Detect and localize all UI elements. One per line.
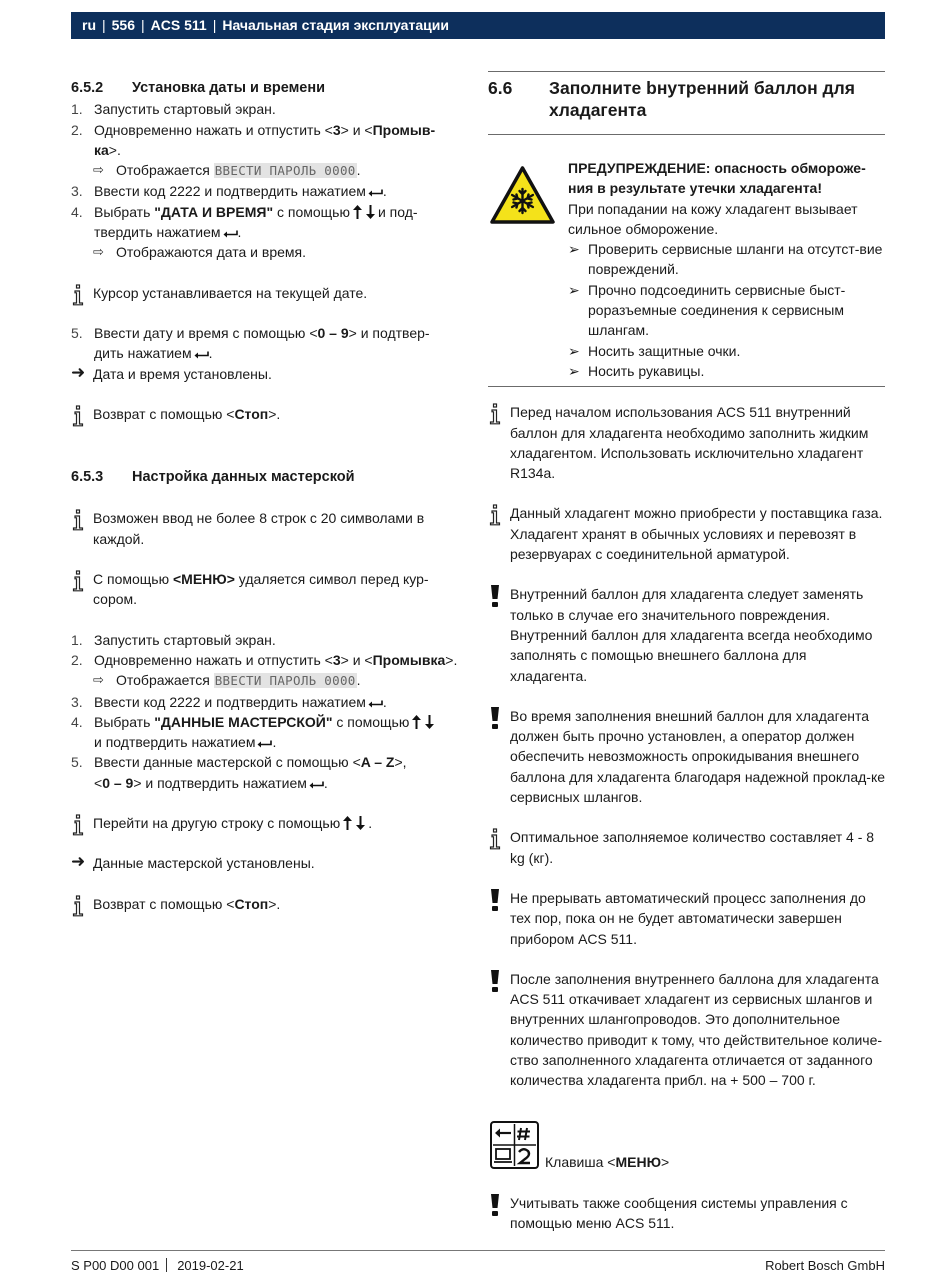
- exclamation-icon: [489, 888, 501, 912]
- info-note: Перед началом использования ACS 511 внутренний баллон для хладагента необходимо заполнить жидким хладагентом. Использовать исключительно хладагент R134a.: [488, 402, 885, 483]
- step-2: 2. Одновременно нажать и отпустить <3> и <Промыв- ка>.: [71, 121, 436, 158]
- info-icon: [71, 895, 86, 917]
- info-icon: [71, 509, 86, 531]
- caution-note: После заполнения внутреннего баллона для хладагента ACS 511 откачивает хладагент из сервисных шлангов и внутренних шлангопроводов. Это дополнительное количество приводит к тому, что действительное количе-ство заполненного хладагента отличается от заданного количества хладагента прибл. на + 500 – 700 г.: [488, 969, 885, 1091]
- up-down-arrows-icon: [411, 715, 435, 729]
- result-done: ➜ Данные мастерской установлены.: [71, 852, 315, 872]
- lcd-text: ВВЕСТИ ПАРОЛЬ 0000: [214, 673, 356, 689]
- warning-text: При попадании на кожу хладагент вызывает сильное обморожение.: [568, 200, 858, 237]
- step-4: 4. Выбрать "ДАННЫЕ МАСТЕРСКОЙ" с помощью и подтвердить нажатием .: [71, 712, 466, 753]
- info-note: Возврат с помощью <Стоп>.: [71, 404, 466, 424]
- info-icon: [71, 284, 86, 306]
- step-5: 5. Ввести данные мастерской с помощью <A – Z>, <0 – 9> и подтвердить нажатием .: [71, 754, 407, 791]
- header-chapter: Начальная стадия эксплуатации: [222, 17, 449, 33]
- header-product: ACS 511: [150, 17, 207, 33]
- step-2: 2. Одновременно нажать и отпустить <3> и <Промывка>.: [71, 651, 458, 668]
- warning-bullet: ➢ Носить защитные очки.: [568, 342, 741, 359]
- info-note: Данный хладагент можно приобрести у поставщика газа. Хладагент хранят в обычных условиях и перевозят в резервуарах с соединительной арматурой.: [488, 503, 885, 564]
- caution-note: Не прерывать автоматический процесс заполнения до тех пор, пока он не будет автоматически завершен прибором ACS 511.: [488, 888, 885, 949]
- info-note: С помощью <МЕНЮ> удаляется символ перед кур- сором.: [71, 569, 466, 610]
- warning-box: [488, 158, 885, 386]
- page-header: ru | 556 | ACS 511 | Начальная стадия эксплуатации: [71, 12, 885, 39]
- info-icon: [71, 814, 86, 836]
- caution-note: Во время заполнения внешний баллон для хладагента должен быть прочно установлен, а оператор должен обеспечить невозможность опрокидывания внешнего баллона для хладагента благодаря надежной проклад-ке сервисных шлангов.: [488, 706, 885, 807]
- right-column: [488, 71, 885, 1233]
- frost-warning-icon: [489, 165, 556, 225]
- step-1: 1. Запустить стартовый экран.: [71, 101, 276, 118]
- enter-key-icon: [309, 781, 324, 789]
- info-icon: [71, 570, 86, 592]
- footer-document-id: S P00 D00 001 2019-02-21: [71, 1258, 244, 1273]
- caution-note: Учитывать также сообщения системы управления с помощью меню ACS 511.: [488, 1193, 885, 1234]
- menu-key-icon: [490, 1121, 539, 1169]
- up-down-arrows-icon: [352, 205, 376, 219]
- enter-key-icon: [223, 230, 238, 238]
- enter-key-icon: [368, 700, 383, 708]
- info-note: Возможен ввод не более 8 строк с 20 символами в каждой.: [71, 508, 466, 549]
- step-3: 3. Ввести код 2222 и подтвердить нажатием .: [71, 183, 387, 200]
- footer-company: Robert Bosch GmbH: [765, 1258, 885, 1273]
- info-note: Курсор устанавливается на текущей дате.: [71, 283, 466, 303]
- menu-key-label: Клавиша <МЕНЮ>: [545, 1153, 670, 1170]
- step-5: 5. Ввести дату и время с помощью <0 – 9> и подтвер- дить нажатием .: [71, 324, 430, 362]
- info-icon: [488, 828, 503, 850]
- section-6-5-3-heading: 6.5.3 Настройка данных мастерской: [71, 469, 355, 486]
- step-2-result: ⇨ Отображается ВВЕСТИ ПАРОЛЬ 0000.: [93, 162, 361, 179]
- footer-divider: [71, 1250, 885, 1251]
- info-icon: [488, 504, 503, 526]
- warning-bullet: ➢ Проверить сервисные шланги на отсутст-вие повреждений.: [568, 241, 883, 278]
- info-note: Возврат с помощью <Стоп>.: [71, 894, 466, 914]
- info-icon: [488, 403, 503, 425]
- step-1: 1. Запустить стартовый экран.: [71, 631, 276, 648]
- enter-key-icon: [257, 740, 272, 748]
- up-down-arrows-icon: [342, 816, 366, 830]
- menu-key-row: [488, 1121, 885, 1171]
- warning-bullet: ➢ Носить рукавицы.: [568, 362, 705, 379]
- result-done: ➜ Дата и время установлены.: [71, 362, 272, 382]
- header-page-number: 556: [111, 17, 135, 33]
- section-6-6-heading: 6.6 Заполните bнутренний баллон для хладагента: [488, 78, 855, 120]
- lcd-text: ВВЕСТИ ПАРОЛЬ 0000: [214, 163, 356, 179]
- section-6-5-2-heading: 6.5.2 Установка даты и времени: [71, 80, 326, 96]
- header-lang: ru: [82, 17, 96, 33]
- exclamation-icon: [489, 706, 501, 730]
- warning-bullet: ➢ Прочно подсоединить сервисные быст-роразъемные соединения к сервисным шлангам.: [568, 281, 846, 339]
- info-note: Оптимальное заполняемое количество составляет 4 - 8 kg (кг).: [488, 827, 885, 868]
- left-column: [71, 76, 466, 914]
- exclamation-icon: [489, 969, 501, 993]
- exclamation-icon: [489, 1193, 501, 1217]
- step-4-result: ⇨ Отображаются дата и время.: [93, 244, 306, 261]
- info-icon: [71, 405, 86, 427]
- enter-key-icon: [368, 189, 383, 197]
- caution-note: Внутренний баллон для хладагента следует заменять только в случае его значительного повреждения. Внутренний баллон для хладагента всегда необходимо заполнять с помощью внешнего баллона для хладагента.: [488, 584, 885, 685]
- step-3: 3. Ввести код 2222 и подтвердить нажатием .: [71, 693, 387, 710]
- step-4: 4. Выбрать "ДАТА И ВРЕМЯ" с помощью и под- твердить нажатием .: [71, 203, 418, 241]
- warning-title: ПРЕДУПРЕЖДЕНИЕ: опасность обмороже-ния в результате утечки хладагента!: [568, 160, 866, 197]
- info-note: Перейти на другую строку с помощью .: [71, 813, 466, 833]
- step-2-result: ⇨ Отображается ВВЕСТИ ПАРОЛЬ 0000.: [93, 672, 361, 689]
- exclamation-icon: [489, 584, 501, 608]
- enter-key-icon: [194, 351, 209, 359]
